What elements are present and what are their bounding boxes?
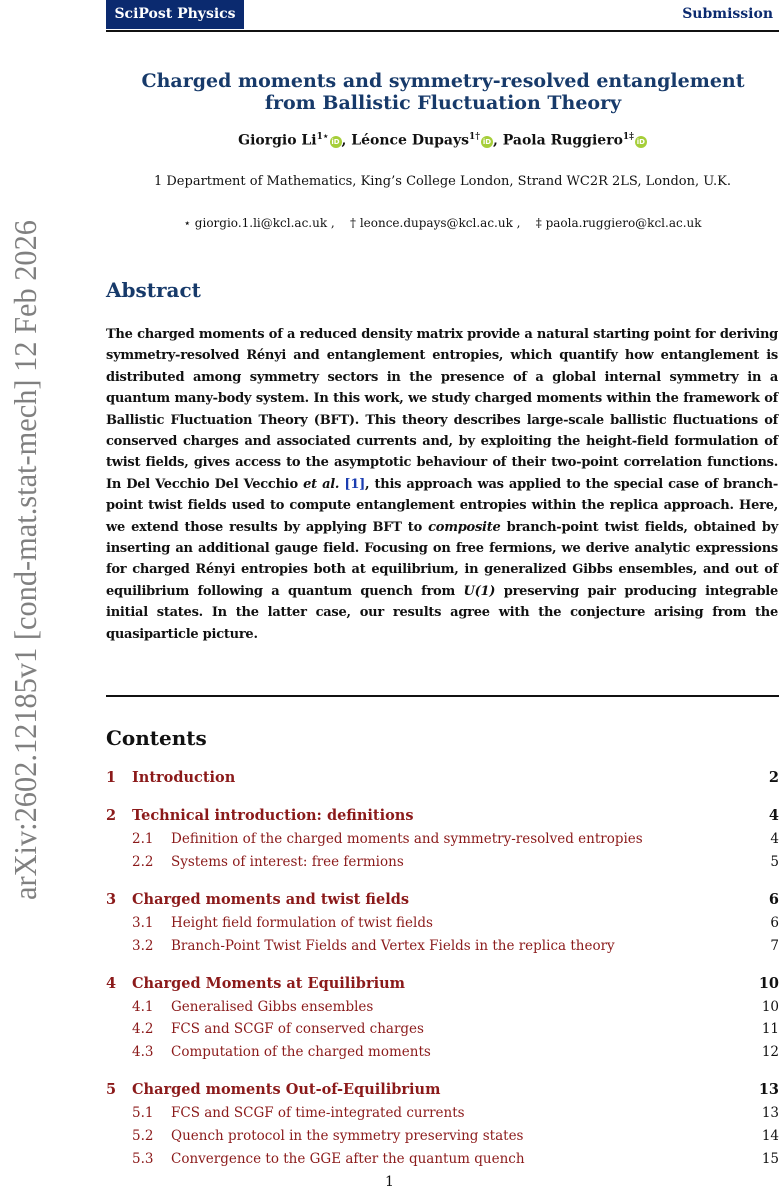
toc-subsection-title: FCS and SCGF of time-integrated currents: [171, 1105, 465, 1122]
toc-section-title: Charged moments and twist fields: [132, 890, 410, 908]
toc-subsection[interactable]: [106, 935, 779, 957]
toc-page-number: 6: [768, 890, 779, 908]
abstract-etal: et al.: [303, 476, 340, 492]
toc-page-number: 15: [761, 1150, 779, 1167]
toc-section-title: Technical introduction: definitions: [132, 807, 414, 824]
toc-page-number: 7: [770, 937, 779, 954]
toc-subsection-number: 2.2: [132, 853, 154, 870]
toc-subsection-number: 4.3: [132, 1044, 154, 1061]
toc-subsection-number: 3.2: [132, 937, 154, 954]
toc-subsection-title: Height field formulation of twist fields: [171, 914, 433, 931]
toc-page-number: 13: [761, 1105, 779, 1122]
toc-page-number: 10: [758, 974, 779, 992]
abstract-part: branch-point twist fields, obtained by inserting an additional gauge field. Focusing on free fermions, we derive analytic expressions for charged Rényi entropies both at equilibrium, in generalized Gibbs ensembles, and out of equilibrium following a quantum quench from: [106, 519, 779, 599]
toc-subsection-number: 3.1: [132, 914, 154, 931]
toc-page-number: 4: [770, 831, 779, 847]
toc-subsection[interactable]: [106, 912, 779, 934]
arxiv-stamp-text: arXiv:2602.12185v1 [cond-mat.stat-mech] 12 Feb 2026: [7, 183, 43, 900]
toc-subsection[interactable]: [106, 1102, 779, 1124]
toc-page-number: 11: [761, 1021, 779, 1038]
toc-subsection-number: 4.1: [132, 998, 154, 1015]
submission-label: Submission: [682, 6, 773, 22]
page-number: 1: [385, 1174, 394, 1190]
toc-subsection[interactable]: [106, 1125, 779, 1147]
toc-section[interactable]: [106, 805, 779, 827]
author-name: Paola Ruggiero: [502, 132, 623, 149]
toc-subsection-title: Computation of the charged moments: [171, 1044, 431, 1061]
toc-subsection[interactable]: [106, 1148, 779, 1170]
toc-subsection-number: 5.2: [132, 1128, 154, 1144]
toc-section[interactable]: [106, 889, 779, 911]
author-separator: ,: [341, 132, 352, 149]
journal-badge[interactable]: SciPost Physics: [106, 0, 244, 29]
abstract-heading: Abstract: [106, 278, 201, 302]
toc-subsection-title: Convergence to the GGE after the quantum quench: [171, 1150, 525, 1167]
toc-subsection[interactable]: [106, 1018, 779, 1040]
toc-page-number: 14: [761, 1128, 779, 1144]
citation-link[interactable]: [1]: [344, 476, 366, 492]
toc-subsection[interactable]: [106, 851, 779, 873]
author-name: Léonce Dupays: [351, 132, 470, 149]
email-link[interactable]: † leonce.dupays@kcl.ac.uk ,: [350, 216, 521, 230]
toc-section-title: Charged Moments at Equilibrium: [132, 974, 405, 992]
toc-subsection-title: Definition of the charged moments and symmetry-resolved entropies: [171, 831, 643, 847]
toc-page-number: 12: [761, 1044, 779, 1061]
author-name: Giorgio Li: [238, 132, 317, 149]
paper-title: Charged moments and symmetry-resolved entanglement from Ballistic Fluctuation Theory: [141, 70, 745, 114]
abstract-text: [106, 324, 778, 645]
abstract-math: U(1): [463, 583, 496, 599]
toc-section-number: 5: [106, 1081, 117, 1099]
toc-page-number: 13: [758, 1081, 779, 1099]
author-list: [106, 132, 779, 149]
toc-section-title: Charged moments Out-of-Equilibrium: [132, 1081, 441, 1099]
toc-subsection[interactable]: [106, 828, 779, 850]
toc-subsection[interactable]: [106, 1041, 779, 1063]
toc-subsection-title: FCS and SCGF of conserved charges: [171, 1021, 424, 1038]
toc-section-number: 4: [106, 974, 117, 992]
toc-subsection-number: 2.1: [132, 831, 154, 847]
toc-page-number: 2: [768, 769, 779, 786]
toc-section-number: 3: [106, 890, 117, 908]
email-link[interactable]: ⋆ giorgio.1.li@kcl.ac.uk ,: [183, 216, 335, 230]
orcid-icon[interactable]: iD: [636, 137, 645, 146]
toc-section-number: 2: [106, 807, 117, 824]
divider: [106, 695, 779, 697]
toc-page-number: 10: [761, 998, 779, 1015]
toc-subsection-title: Systems of interest: free fermions: [171, 853, 404, 870]
page-header: [106, 0, 779, 32]
toc-section[interactable]: [106, 767, 779, 789]
author-marks: 1‡: [622, 132, 634, 142]
email-link[interactable]: ‡ paola.ruggiero@kcl.ac.uk: [535, 216, 702, 230]
abstract-part: , this approach was applied to the special case of branch-point twist fields used to compute entanglement entropies within the replica approach. Here, we extend those results by applying BFT to: [106, 476, 778, 535]
toc-page-number: 5: [770, 853, 779, 870]
toc-section[interactable]: [106, 973, 779, 995]
toc-page-number: 6: [770, 914, 779, 931]
toc-page-number: 4: [768, 807, 779, 824]
toc-section[interactable]: [106, 1079, 779, 1101]
toc-subsection-number: 5.3: [132, 1150, 154, 1167]
abstract-part: preserving pair producing integrable initial states. In the latter case, our results agree with the conjecture arising from the quasiparticle picture.: [106, 583, 778, 642]
email-list: [106, 216, 779, 230]
author-marks: 1†: [469, 132, 480, 142]
abstract-emphasis: composite: [428, 519, 501, 535]
toc-subsection-title: Branch-Point Twist Fields and Vertex Fields in the replica theory: [171, 937, 615, 954]
contents-heading: Contents: [106, 726, 207, 750]
toc-section-title: Introduction: [132, 769, 236, 786]
toc-subsection-number: 5.1: [132, 1105, 154, 1122]
toc-subsection-title: Generalised Gibbs ensembles: [171, 998, 374, 1015]
arxiv-stamp: [0, 0, 60, 1200]
orcid-icon[interactable]: iD: [482, 137, 492, 146]
toc-subsection-title: Quench protocol in the symmetry preserving states: [171, 1128, 524, 1144]
orcid-icon[interactable]: iD: [331, 137, 340, 146]
toc-subsection-number: 4.2: [132, 1021, 154, 1038]
toc-subsection[interactable]: [106, 996, 779, 1018]
author-separator: ,: [493, 132, 503, 149]
arxiv-stamp-svg: [0, 0, 60, 1200]
toc-section-number: 1: [106, 769, 117, 786]
affiliation: 1 Department of Mathematics, King’s College London, Strand WC2R 2LS, London, U.K.: [153, 174, 731, 189]
abstract-part: The charged moments of a reduced density matrix provide a natural starting point for deriving symmetry-resolved Rényi and entanglement entropies, which quantify how entanglement is distributed among symmetry sectors in the presence of a global internal symmetry in a quantum many-body system. In this work, we study charged moments within the framework of Ballistic Fluctuation Theory (BFT). This theory describes large-scale ballistic fluctuations of conserved charges and associated currents and, by exploiting the height-field formulation of twist fields, gives access to the asymptotic behaviour of their two-point correlation functions. In Del Vecchio Del Vecchio: [106, 327, 778, 492]
author-marks: 1⋆: [316, 132, 329, 142]
